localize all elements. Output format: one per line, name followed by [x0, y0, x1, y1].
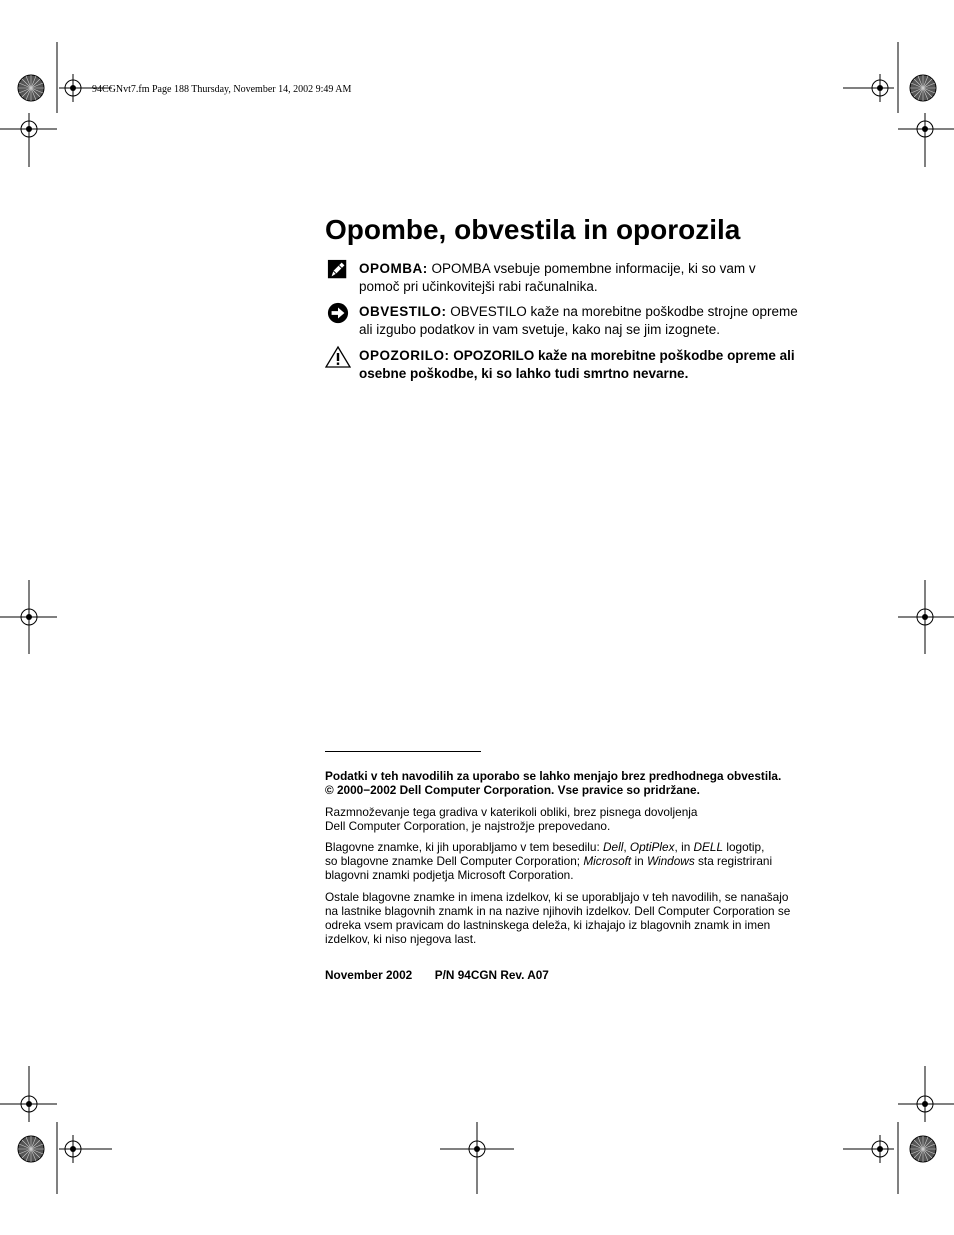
note-text-line2: pomoč pri učinkovitejši rabi računalnika.: [359, 279, 598, 294]
publication-date: November 2002: [325, 968, 413, 982]
trademark-text: Blagovne znamke, ki jih uporabljamo v tem besedilu:: [325, 840, 604, 854]
reproduction-line1: Razmnoževanje tega gradiva v katerikoli obliki, brez pisnega dovoljenja: [325, 805, 698, 819]
trademark-microsoft: Microsoft: [583, 854, 632, 868]
copyright-line: © 2000−2002 Dell Computer Corporation. Vse pravice so pridržane.: [325, 783, 700, 797]
reproduction-notice: [325, 805, 817, 833]
reproduction-line2: Dell Computer Corporation, je najstrožje prepovedano.: [325, 819, 611, 833]
notice-text-line2: ali izgubo podatkov in vam svetuje, kako naj se jim izognete.: [359, 322, 720, 337]
trademark-optiplex: OptiPlex: [629, 840, 675, 854]
pencil-note-icon: [327, 259, 349, 281]
notice-block: [325, 303, 825, 339]
note-label: OPOMBA:: [359, 261, 428, 276]
trademark-text: sta registrirani: [694, 854, 773, 868]
divider: [325, 751, 481, 752]
trademark-text: in: [631, 854, 647, 868]
caution-text-line1: OPOZORILO kaže na morebitne poškodbe opreme ali: [453, 348, 795, 363]
notice-label: OBVESTILO:: [359, 304, 447, 319]
trademark-text: ,: [623, 840, 630, 854]
other-line3: odreka vsem pravicam do lastninskega deleža, ki izhajajo iz blagovnih znamk in imen: [325, 918, 771, 932]
trademark-notice: [325, 840, 817, 882]
note-block: [325, 260, 825, 296]
other-line2: na lastnike blagovnih znamk in na nazive njihovih izdelkov. Dell Computer Corporation se: [325, 904, 791, 918]
page-title: Opombe, obvestila in oporozila: [325, 214, 741, 245]
arrow-circle-icon: [327, 302, 349, 324]
note-text-line1: OPOMBA vsebuje pomembne informacije, ki so vam v: [431, 261, 756, 276]
publication-info: [325, 968, 817, 982]
other-trademarks: [325, 890, 817, 946]
part-number: P/N 94CGN Rev. A07: [434, 968, 549, 982]
trademark-text: logotip,: [723, 840, 765, 854]
trademark-text: so blagovne znamke Dell Computer Corporation;: [325, 854, 584, 868]
disclaimer-line1: Podatki v teh navodilih za uporabo se lahko menjajo brez predhodnega obvestila.: [325, 769, 782, 783]
trademark-text: blagovni znamki podjetja Microsoft Corporation.: [325, 868, 574, 882]
disclaimer: [325, 769, 817, 797]
trademark-dell: Dell: [603, 840, 624, 854]
other-line1: Ostale blagovne znamke in imena izdelkov, ki se uporabljajo v teh navodilih, se nanašajo: [325, 890, 789, 904]
other-line4: izdelkov, ki niso njegova last.: [325, 932, 477, 946]
caution-block: [325, 347, 825, 383]
slug-line: 94CGNvt7.fm Page 188 Thursday, November 14, 2002 9:49 AM: [92, 84, 352, 95]
notice-text-line1: OBVESTILO kaže na morebitne poškodbe strojne opreme: [450, 304, 798, 319]
trademark-text: , in: [674, 840, 694, 854]
warning-triangle-icon: [325, 345, 351, 369]
caution-label: OPOZORILO:: [359, 348, 450, 363]
caution-text-line2: osebne poškodbe, ki so lahko tudi smrtno nevarne.: [359, 366, 689, 381]
trademark-windows: Windows: [646, 854, 695, 868]
trademark-dell-logo: DELL: [693, 840, 724, 854]
